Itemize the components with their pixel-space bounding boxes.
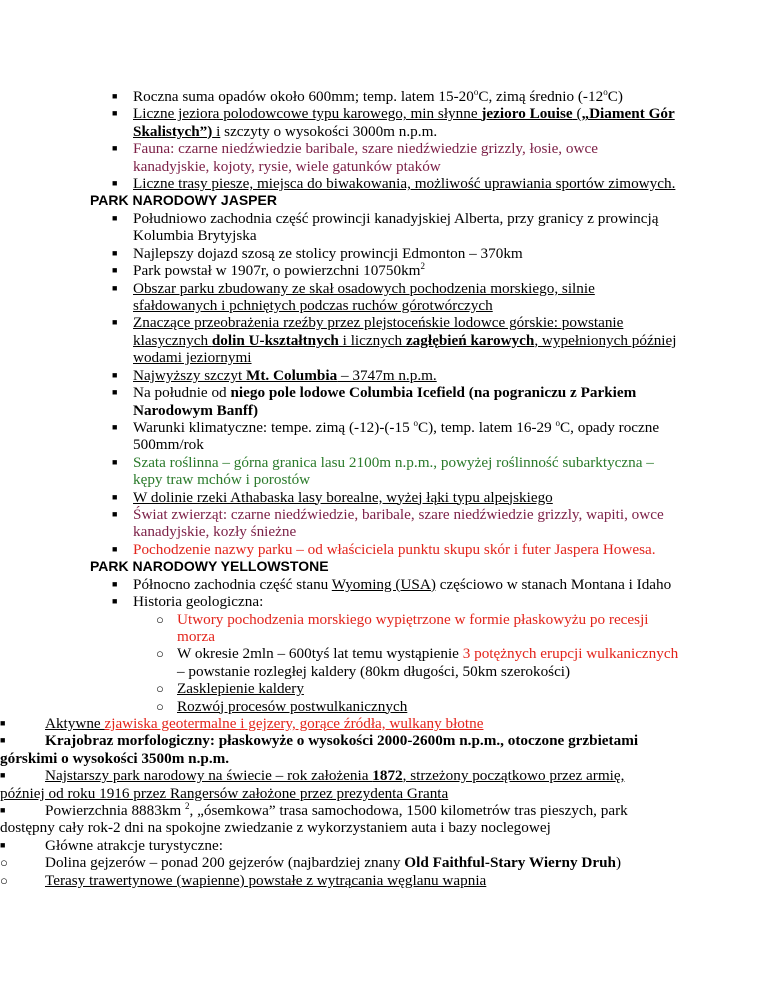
item-text: Utwory pochodzenia morskiego wypiętrzone w formie płaskowyżu po recesji morza — [177, 610, 649, 645]
item-text: Liczne jeziora polodowcowe typu karowego, min słynne — [133, 105, 482, 123]
square-bullet-icon: ■ — [112, 578, 118, 589]
item-text: zjawiska geotermalne i gejzery, gorące źródła, wulkany błotne — [104, 715, 484, 732]
item-text: C, zimą średnio (-12 — [478, 88, 604, 105]
item-text: szczyty o wysokości 3000m n.p.m. — [220, 122, 438, 140]
square-bullet-icon: ■ — [112, 317, 118, 328]
item-text: Krajobraz morfologiczny: płaskowyże o wysokości 2000-2600m n.p.m., otoczone grzbietami górskimi o wysokości 3500m n.p.m. — [0, 732, 639, 767]
square-bullet-icon: ■ — [112, 91, 118, 101]
circle-bullet-icon: ○ — [156, 611, 164, 627]
square-bullet-icon: ■ — [112, 143, 118, 154]
square-bullet-icon: ■ — [112, 265, 118, 276]
item-text: Rozwój procesów postwulkanicznych — [177, 697, 408, 715]
document-page — [0, 88, 760, 889]
square-bullet-icon: ■ — [112, 213, 118, 224]
circle-bullet-icon: ○ — [0, 855, 8, 871]
list-item — [0, 419, 678, 454]
item-text: Powierzchnia 8883km — [45, 802, 186, 820]
item-text: C), temp. latem 16-29 — [417, 418, 556, 436]
item-text: C) — [607, 88, 623, 105]
item-text: Warunki klimatyczne: tempe. zimą (-12)-(-15 — [133, 418, 414, 436]
item-text: Najstarszy park narodowy na świecie – rok założenia — [45, 767, 373, 785]
list-item — [0, 489, 760, 506]
list-item — [0, 262, 760, 279]
square-bullet-icon: ■ — [112, 508, 118, 519]
item-text: , strzeżony początkowo przez armię, później od roku 1916 przez Rangersów założone przez prezydenta Granta — [0, 767, 625, 802]
item-text: Liczne trasy piesze, miejsca do biwakowania, możliwość uprawiania sportów zimowych. — [133, 175, 676, 193]
square-bullet-icon: ■ — [112, 387, 118, 398]
square-bullet-icon: ■ — [112, 108, 118, 119]
list-item — [0, 88, 760, 105]
square-bullet-icon: ■ — [112, 491, 118, 502]
list-item — [0, 454, 678, 489]
square-bullet-icon: ■ — [0, 839, 6, 850]
diament-gor: „Diament Gór Skalistych”) — [133, 105, 675, 140]
list-item — [0, 245, 760, 262]
item-text: Roczna suma opadów około 600mm; temp. latem 15-20 — [133, 88, 474, 105]
list-item — [0, 732, 670, 767]
list-item — [0, 872, 705, 889]
list-item — [0, 210, 678, 245]
circle-bullet-icon: ○ — [156, 681, 164, 697]
sub-list-item — [0, 645, 687, 680]
list-item — [0, 802, 670, 837]
item-text: Wyoming (USA) — [331, 575, 436, 593]
item-text: – powstanie rozległej kaldery (80km długości, 50km szerokości) — [177, 662, 571, 680]
item-text: Na południe od — [133, 384, 231, 402]
list-item — [0, 854, 705, 871]
item-text: Znaczące przeobrażenia rzeźby przez plejstoceńskie lodowce górskie: powstanie klasycznych — [133, 314, 624, 349]
sub-list-item — [0, 698, 687, 715]
section-heading: PARK NARODOWY YELLOWSTONE — [90, 558, 329, 575]
item-text: , wypełnionych później wodami jeziornymi — [133, 331, 677, 367]
section-heading: PARK NARODOWY JASPER — [90, 192, 277, 209]
item-text: dolin U-kształtnych — [211, 331, 339, 349]
item-text: – 3747m n.p.m. — [337, 366, 437, 384]
list-item — [0, 280, 678, 315]
list-item — [0, 541, 760, 558]
superscript: o — [555, 417, 560, 428]
item-text: Najwyższy szczyt — [133, 366, 247, 384]
item-text: częściowo w stanach Montana i Idaho — [435, 575, 672, 593]
item-text: W okresie 2mln – 600tyś lat temu wystąpienie — [177, 645, 463, 663]
square-bullet-icon: ■ — [0, 735, 6, 746]
square-bullet-icon: ■ — [112, 247, 118, 258]
item-text: Aktywne — [45, 715, 105, 732]
square-bullet-icon: ■ — [112, 178, 118, 189]
square-bullet-icon: ■ — [112, 456, 118, 467]
square-bullet-icon: ■ — [112, 543, 118, 554]
superscript: 2 — [420, 261, 425, 272]
circle-bullet-icon: ○ — [0, 872, 8, 888]
superscript: o — [473, 86, 479, 97]
item-text: i licznych — [338, 331, 406, 349]
square-bullet-icon: ■ — [0, 805, 6, 816]
list-item — [0, 576, 760, 593]
item-text: Park powstał w 1907r, o powierzchni 10750km — [133, 262, 421, 280]
list-item — [0, 715, 705, 732]
list-item — [0, 105, 678, 140]
circle-bullet-icon: ○ — [156, 646, 164, 662]
item-text: Old Faithful-Stary Wierny Druh — [404, 854, 616, 872]
item-text: i — [212, 122, 221, 140]
list-item — [0, 384, 678, 419]
item-text: Mt. Columbia — [246, 366, 338, 384]
item-text: C, opady roczne 500mm/rok — [133, 418, 660, 454]
list-item — [0, 837, 705, 854]
item-text: Obszar parku zbudowany ze skał osadowych pochodzenia morskiego, silnie sfałdowanych i pchniętych podczas ruchów górotwórczych — [133, 279, 595, 315]
square-bullet-icon: ■ — [112, 369, 118, 380]
item-text: Północno zachodnia część stanu — [133, 575, 332, 593]
list-item — [0, 314, 678, 366]
sub-list-item — [0, 611, 687, 646]
item-text: Południowo zachodnia część prowincji kanadyjskiej Alberta, przy granicy z prowincją Kolumbia Brytyjska — [133, 210, 659, 245]
item-text: Świat zwierząt: czarne niedźwiedzie, baribale, szare niedźwiedzie grizzly, wapiti, owce kanadyjskie, kozły śnieżne — [133, 505, 664, 541]
list-item — [0, 767, 670, 802]
square-bullet-icon: ■ — [0, 770, 6, 781]
list-item — [0, 506, 678, 541]
item-text: 3 potężnych erupcji wulkanicznych — [462, 645, 679, 663]
item-text: Zasklepienie kaldery — [177, 680, 304, 698]
item-text: Dolina gejzerów – ponad 200 gejzerów (najbardziej znany — [45, 854, 405, 872]
item-text: Główne atrakcje turystyczne: — [45, 836, 223, 854]
item-text: Terasy trawertynowe (wapienne) powstałe z wytrącania węglanu wapnia — [45, 871, 487, 889]
item-text: Historia geologiczna: — [133, 593, 264, 611]
list-item — [0, 593, 760, 610]
item-text: zagłębień karowych — [405, 331, 535, 349]
item-text: Fauna: czarne niedźwiedzie baribale, szare niedźwiedzie grizzly, łosie, owce kanadyjskie, kojoty, rysie, wiele gatunków ptaków — [133, 140, 598, 175]
square-bullet-icon: ■ — [112, 282, 118, 293]
item-text: 1872 — [372, 767, 403, 785]
item-text: ( — [572, 105, 582, 123]
item-text: ) — [615, 854, 622, 872]
list-item — [0, 175, 760, 192]
square-bullet-icon: ■ — [112, 421, 118, 432]
item-text: , „ósemkowa” trasa samochodowa, 1500 kilometrów tras pieszych, park dostępny cały rok-2 dni na spokojne zwiedzanie z wykorzystaniem auta i bazy noclegowej — [0, 802, 628, 837]
item-text: Pochodzenie nazwy parku – od właściciela punktu skupu skór i futer Jaspera Howesa. — [133, 540, 656, 558]
square-bullet-icon: ■ — [0, 718, 6, 728]
item-text: niego pole lodowe Columbia Icefield (na pograniczu z Parkiem Narodowym Banff) — [133, 384, 637, 419]
circle-bullet-icon: ○ — [156, 698, 164, 714]
superscript: o — [413, 417, 418, 428]
square-bullet-icon: ■ — [112, 596, 118, 607]
list-item — [0, 140, 678, 175]
item-text: Najlepszy dojazd szosą ze stolicy prowincji Edmonton – 370km — [133, 244, 523, 262]
item-text: W dolinie rzeki Athabaska lasy borealne, wyżej łąki typu alpejskiego — [133, 488, 553, 506]
lake-louise: jezioro Louise — [481, 105, 573, 123]
list-item — [0, 367, 760, 384]
sub-list-item — [0, 680, 687, 697]
item-text: Szata roślinna – górna granica lasu 2100m n.p.m., powyżej roślinność subarktyczna – kępy traw mchów i porostów — [133, 453, 654, 489]
superscript: 2 — [185, 800, 190, 811]
superscript: o — [603, 86, 608, 97]
